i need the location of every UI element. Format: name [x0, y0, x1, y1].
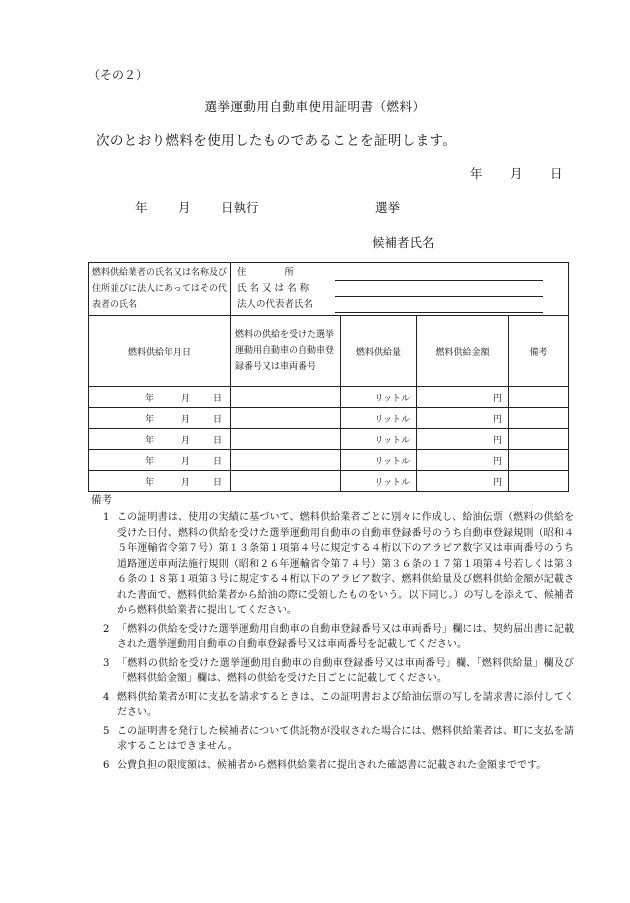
exec-day: 日執行 — [221, 200, 259, 215]
row-remarks[interactable] — [509, 387, 569, 408]
remarks-notes — [96, 510, 574, 776]
row-amount[interactable]: 円 — [417, 450, 509, 471]
row-year: 年 — [145, 435, 155, 446]
row-year: 年 — [145, 414, 155, 425]
note-text: 「燃料の供給を受けた選挙運動用自動車の自動車登録番号又は車両番号」欄には、契約届出書に記載された選挙運動用自動車の自動車登録番号又は車両番号を記載してください。 — [117, 623, 574, 650]
row-day: 日 — [213, 393, 223, 404]
supplier-row — [89, 263, 569, 316]
row-day: 日 — [213, 456, 223, 467]
certification-statement: 次のとおり燃料を使用したものであることを証明します。 — [96, 133, 457, 149]
note-item — [96, 724, 574, 755]
row-vehicle[interactable] — [231, 450, 341, 471]
header-remarks: 備考 — [509, 316, 569, 387]
fuel-table — [88, 262, 569, 492]
name-field[interactable] — [335, 284, 543, 297]
note-text: 「燃料の供給を受けた選挙運動用自動車の自動車登録番号又は車両番号」欄、「燃料供給量」欄及び「燃料供給金額」欄は、燃料の供給を受けた日ごとに記載してください。 — [117, 657, 574, 684]
note-number: 5 — [103, 725, 110, 737]
header-row — [89, 316, 569, 387]
candidate-name-label: 候補者氏名 — [372, 235, 435, 250]
election-name: 選挙 — [375, 200, 401, 215]
row-remarks[interactable] — [509, 429, 569, 450]
note-text: この証明書を発行した候補者について供託物が没収された場合には、燃料供給業者は、町に支払を請求することはできません。 — [117, 725, 574, 752]
header-vehicle: 燃料の供給を受けた選挙運動用自動車の自動車登録番号又は車両番号 — [231, 316, 341, 387]
table-row — [89, 471, 569, 492]
row-quantity[interactable]: リットル — [341, 429, 417, 450]
row-amount[interactable]: 円 — [417, 408, 509, 429]
note-item — [96, 690, 574, 721]
row-quantity[interactable]: リットル — [341, 408, 417, 429]
exec-month: 月 — [178, 200, 191, 215]
note-number: 3 — [103, 657, 110, 669]
row-amount[interactable]: 円 — [417, 387, 509, 408]
form-number: （その２） — [88, 68, 149, 82]
row-quantity[interactable]: リットル — [341, 387, 417, 408]
representative-label: 法人の代表者氏名 — [237, 299, 314, 310]
row-amount[interactable]: 円 — [417, 429, 509, 450]
note-text: 燃料供給業者が町に支払を請求するときは、この証明書および給油伝票の写しを請求書に添付してください。 — [117, 691, 574, 718]
row-date[interactable] — [89, 471, 231, 492]
row-vehicle[interactable] — [231, 408, 341, 429]
row-day: 日 — [213, 477, 223, 488]
note-text: 公費負担の限度額は、候補者から燃料供給業者に提出された確認書に記載された金額までです。 — [117, 759, 547, 771]
row-month: 月 — [181, 435, 191, 446]
row-vehicle[interactable] — [231, 471, 341, 492]
row-remarks[interactable] — [509, 471, 569, 492]
row-day: 日 — [213, 414, 223, 425]
row-date[interactable] — [89, 387, 231, 408]
header-quantity: 燃料供給量 — [341, 316, 417, 387]
name-label: 氏 名 又 は 名 称 — [237, 283, 310, 294]
row-quantity[interactable]: リットル — [341, 471, 417, 492]
note-number: 2 — [103, 623, 110, 635]
row-month: 月 — [181, 477, 191, 488]
address-field[interactable] — [335, 268, 543, 281]
note-item — [96, 510, 574, 619]
supplier-info — [231, 263, 569, 316]
header-date: 燃料供給年月日 — [89, 316, 231, 387]
row-remarks[interactable] — [509, 450, 569, 471]
date-day: 日 — [550, 166, 563, 181]
representative-field[interactable] — [335, 300, 543, 313]
row-vehicle[interactable] — [231, 387, 341, 408]
row-remarks[interactable] — [509, 408, 569, 429]
address-label: 住 所 — [237, 267, 295, 278]
note-number: 4 — [103, 691, 110, 703]
note-text: この証明書は、使用の実績に基づいて、燃料供給業者ごとに別々に作成し、給油伝票（燃料の供給を受けた日付、燃料の供給を受けた選挙運動用自動車の自動車登録番号のうち自動車登録規則（昭和４５年運輸省令第７号）第１３条第１項第４号に規定する４桁以下のアラビア数字又は車両番号のうち道路運送車両法施行規則（昭和２６年運輸省令第７４号）第３６条の１７第１項第４号若しくは第３６条の１８第１項第３号に規定する４桁以下のアラビア数字、燃料供給量及び燃料供給金額が記載された書面で、燃料供給業者から給油の際に受領したものをいう。以下同じ。）の写しを添えて、候補者から燃料供給業者に提出してください。 — [117, 512, 574, 616]
certification-date — [470, 164, 563, 182]
row-year: 年 — [145, 477, 155, 488]
table-row — [89, 429, 569, 450]
table-row — [89, 387, 569, 408]
row-month: 月 — [181, 456, 191, 467]
date-year: 年 — [470, 166, 483, 181]
page-title: 選挙運動用自動車使用証明書（燃料） — [204, 99, 426, 114]
header-amount: 燃料供給金額 — [417, 316, 509, 387]
row-date[interactable] — [89, 429, 231, 450]
date-month: 月 — [510, 166, 523, 181]
row-amount[interactable]: 円 — [417, 471, 509, 492]
row-month: 月 — [181, 393, 191, 404]
note-number: 1 — [103, 512, 110, 523]
row-year: 年 — [145, 393, 155, 404]
table-row — [89, 450, 569, 471]
exec-year: 年 — [135, 200, 148, 215]
supplier-label: 燃料供給業者の氏名又は名称及び住所並びに法人にあってはその代表者の氏名 — [89, 263, 231, 316]
note-item — [96, 622, 574, 653]
note-item — [96, 758, 574, 774]
row-date[interactable] — [89, 408, 231, 429]
remarks-heading: 備考 — [91, 494, 112, 506]
table-row — [89, 408, 569, 429]
note-number: 6 — [103, 759, 110, 771]
row-date[interactable] — [89, 450, 231, 471]
row-vehicle[interactable] — [231, 429, 341, 450]
row-month: 月 — [181, 414, 191, 425]
row-year: 年 — [145, 456, 155, 467]
row-day: 日 — [213, 435, 223, 446]
note-item — [96, 656, 574, 687]
execution-date — [135, 198, 259, 216]
row-quantity[interactable]: リットル — [341, 450, 417, 471]
